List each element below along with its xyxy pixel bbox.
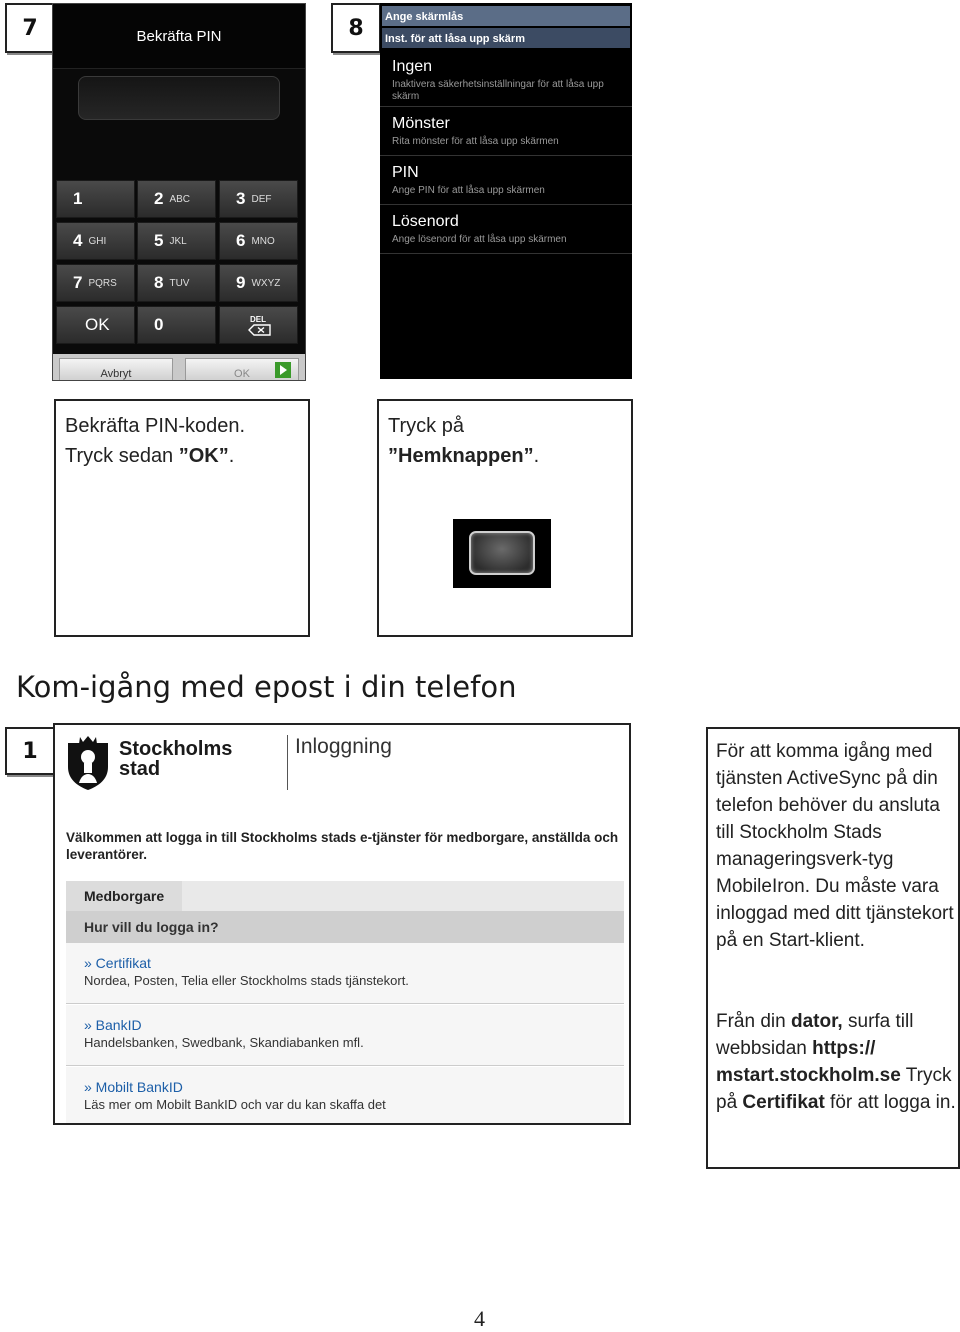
lock-option-desc: Rita mönster för att låsa upp skärmen <box>392 136 559 147</box>
instruction-box <box>706 727 960 1169</box>
login-option-desc: Läs mer om Mobilt BankID och var du kan skaffa det <box>84 1097 386 1112</box>
brand-line: Stockholms <box>119 738 233 760</box>
step-number-8: 8 <box>331 3 381 53</box>
stockholm-crest-logo <box>65 733 111 791</box>
lock-option-title: Ingen <box>392 58 433 75</box>
section-heading: Kom-igång med epost i din telefon <box>16 670 517 704</box>
home-button-icon <box>469 531 535 575</box>
caption-step-7-text <box>65 411 245 471</box>
caption-line: Bekräfta PIN-koden. <box>65 415 246 437</box>
screen-lock-header: Ange skärmlås <box>382 6 630 26</box>
step-number-1: 1 <box>5 727 55 775</box>
login-option-bankid[interactable] <box>66 1005 624 1066</box>
instruction-text: surfa till webbsidan <box>716 1011 914 1059</box>
ok-button-label: OK <box>234 368 250 380</box>
caption-home-bold: ”Hemknappen” <box>388 445 534 467</box>
login-question: Hur vill du logga in? <box>66 911 624 943</box>
lock-option-password[interactable] <box>380 205 632 254</box>
instruction-text: Från din <box>716 1011 791 1032</box>
instruction-bold: Certifikat <box>742 1092 825 1113</box>
login-option-link[interactable]: » Certifikat <box>84 955 151 971</box>
brand-line: stad <box>119 758 161 780</box>
lock-option-title: Mönster <box>392 115 450 132</box>
login-option-link[interactable]: » BankID <box>84 1017 142 1033</box>
lock-option-title: Lösenord <box>392 213 459 230</box>
key-7[interactable]: 7 PQRS <box>56 264 135 302</box>
caption-text: Tryck sedan <box>65 445 179 467</box>
brand-name <box>119 739 232 779</box>
instruction-paragraph-1: För att komma igång med tjänsten ActiveSync på din telefon behöver du ansluta till Stockholm Stads manageringsverk-tyg MobileIron. Du måste vara inloggad med ditt tjänstekort på en Start-klient. <box>716 741 954 951</box>
instruction-bold: dator, <box>790 1011 843 1032</box>
caption-ok-bold: ”OK” <box>178 445 229 467</box>
caption-step-8 <box>377 399 633 637</box>
lock-option-pattern[interactable] <box>380 107 632 156</box>
header-divider <box>287 735 288 790</box>
cancel-button[interactable]: Avbryt <box>59 358 173 381</box>
login-option-desc: Handelsbanken, Swedbank, Skandiabanken mfl. <box>84 1035 364 1050</box>
backspace-icon <box>248 324 272 336</box>
caption-line: Tryck på <box>388 415 464 437</box>
caption-text: . <box>228 445 235 467</box>
lock-option-desc: Inaktivera säkerhetsinställningar för att låsa upp skärm <box>392 79 604 102</box>
confirm-pin-title: Bekräfta PIN <box>53 4 305 69</box>
delete-key[interactable] <box>219 306 298 344</box>
step-number-7: 7 <box>5 3 55 53</box>
key-3[interactable]: 3 DEF <box>219 180 298 218</box>
login-option-certifikat[interactable] <box>66 943 624 1004</box>
web-screenshot-login <box>53 723 631 1125</box>
key-8[interactable]: 8 TUV <box>137 264 216 302</box>
pin-input-field[interactable] <box>78 76 280 120</box>
instruction-paragraph-2 <box>716 1008 956 1116</box>
key-2[interactable]: 2 ABC <box>137 180 216 218</box>
login-option-mobilt-bankid[interactable] <box>66 1067 624 1125</box>
del-label: DEL <box>250 314 266 324</box>
lock-option-desc: Ange PIN för att låsa upp skärmen <box>392 185 545 196</box>
lock-option-title: PIN <box>392 164 419 181</box>
lock-option-desc: Ange lösenord för att låsa upp skärmen <box>392 234 567 245</box>
phone-screenshot-screen-lock <box>380 3 632 379</box>
key-6[interactable]: 6 MNO <box>219 222 298 260</box>
instruction-url: https:// mstart.stockholm.se <box>716 1038 901 1086</box>
key-1[interactable]: 1 <box>56 180 135 218</box>
key-ok[interactable]: OK <box>56 306 135 344</box>
page-number: 4 <box>474 1306 485 1331</box>
tab-medborgare[interactable]: Medborgare <box>66 881 182 911</box>
instruction-text: för att logga in. <box>824 1092 956 1113</box>
key-0[interactable]: 0 <box>137 306 216 344</box>
login-title: Inloggning <box>295 735 392 758</box>
lock-option-pin[interactable] <box>380 156 632 205</box>
instruction-text: Tryck på <box>716 1065 952 1113</box>
arrow-right-icon <box>275 362 291 378</box>
key-4[interactable]: 4 GHI <box>56 222 135 260</box>
key-5[interactable]: 5 JKL <box>137 222 216 260</box>
caption-step-7 <box>54 399 310 637</box>
key-9[interactable]: 9 WXYZ <box>219 264 298 302</box>
screen-lock-subheader: Inst. för att låsa upp skärm <box>382 28 630 48</box>
welcome-text: Välkommen att logga in till Stockholms stads e-tjänster för medborgare, anställda och leverantörer. <box>66 830 619 862</box>
login-option-desc: Nordea, Posten, Telia eller Stockholms stads tjänstekort. <box>84 973 409 988</box>
phone-screenshot-confirm-pin <box>52 3 306 381</box>
caption-step-8-text <box>388 411 539 471</box>
caption-text: . <box>533 445 540 467</box>
lock-option-none[interactable] <box>380 50 632 107</box>
login-option-link[interactable]: » Mobilt BankID <box>84 1079 183 1095</box>
